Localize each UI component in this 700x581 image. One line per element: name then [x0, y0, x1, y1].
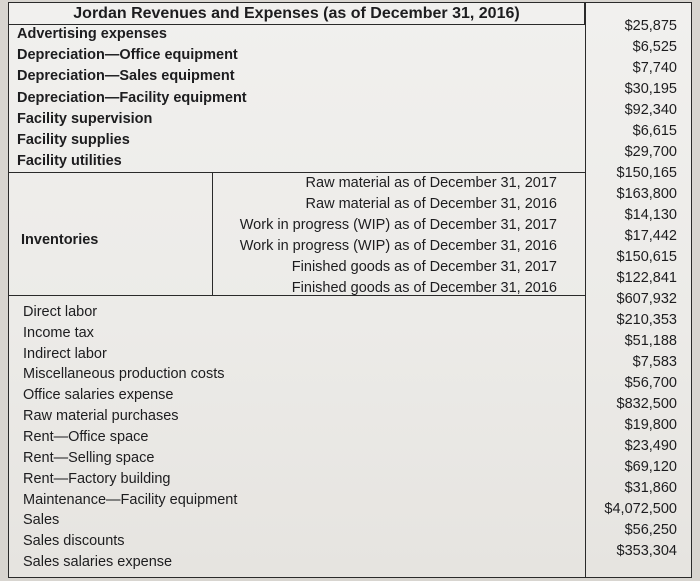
- row-amount: $31,860: [624, 480, 677, 496]
- row-amount: $56,700: [624, 375, 677, 391]
- row-amount: $7,740: [632, 60, 677, 76]
- inventories-label: Inventories: [21, 232, 99, 248]
- row-label: Sales discounts: [23, 533, 125, 549]
- row-amount: $19,800: [624, 417, 677, 433]
- table-title: Jordan Revenues and Expenses (as of December 31, 2016): [9, 3, 585, 25]
- inventory-amount: $17,442: [624, 228, 677, 244]
- row-amount: $51,188: [624, 333, 677, 349]
- row-amount: $353,304: [616, 543, 677, 559]
- row-amount: $30,195: [624, 81, 677, 97]
- inventory-item-label: Work in progress (WIP) as of December 31, 2016: [239, 238, 557, 254]
- row-label: Rent—Factory building: [23, 471, 171, 487]
- row-amount: $56,250: [624, 522, 677, 538]
- row-label: Office salaries expense: [23, 387, 174, 403]
- row-label: Depreciation—Sales equipment: [17, 68, 235, 84]
- section-divider: [9, 172, 585, 173]
- inventory-divider: [212, 172, 213, 296]
- row-label: Indirect labor: [23, 346, 107, 362]
- row-amount: $607,932: [616, 291, 677, 307]
- row-amount: $23,490: [624, 438, 677, 454]
- inventory-amount: $122,841: [616, 270, 677, 286]
- row-amount: $6,525: [632, 39, 677, 55]
- row-label: Facility supervision: [17, 111, 153, 127]
- row-label: Rent—Office space: [23, 429, 149, 445]
- revenue-expense-table: [8, 2, 692, 578]
- row-label: Raw material purchases: [23, 408, 179, 424]
- row-amount: $69,120: [624, 459, 677, 475]
- row-label: Direct labor: [23, 304, 98, 320]
- row-label: Rent—Selling space: [23, 450, 155, 466]
- row-label: Depreciation—Facility equipment: [17, 90, 247, 106]
- row-label: Miscellaneous production costs: [23, 366, 225, 382]
- inventory-item-label: Work in progress (WIP) as of December 31, 2017: [239, 217, 557, 233]
- row-label: Sales salaries expense: [23, 554, 173, 570]
- inventory-amount: $163,800: [616, 186, 677, 202]
- inventory-amount: $14,130: [624, 207, 677, 223]
- column-divider: [585, 3, 586, 577]
- row-amount: $7,583: [632, 354, 677, 370]
- row-amount: $25,875: [624, 18, 677, 34]
- inventory-amount: $150,615: [616, 249, 677, 265]
- row-label: Maintenance—Facility equipment: [23, 492, 238, 508]
- row-amount: $6,615: [632, 123, 677, 139]
- inventory-amount: $150,165: [616, 165, 677, 181]
- row-label: Advertising expenses: [17, 26, 167, 42]
- row-amount: $92,340: [624, 102, 677, 118]
- inventory-item-label: Raw material as of December 31, 2016: [305, 196, 557, 212]
- row-label: Facility supplies: [17, 132, 130, 148]
- inventory-item-label: Finished goods as of December 31, 2017: [291, 259, 557, 275]
- row-label: Facility utilities: [17, 153, 122, 169]
- row-label: Sales: [23, 512, 60, 528]
- inventory-item-label: Raw material as of December 31, 2017: [305, 175, 557, 191]
- row-amount: $4,072,500: [604, 501, 677, 517]
- row-amount: $210,353: [616, 312, 677, 328]
- row-label: Income tax: [23, 325, 94, 341]
- row-amount: $832,500: [616, 396, 677, 412]
- inventory-item-label: Finished goods as of December 31, 2016: [291, 280, 557, 296]
- row-amount: $29,700: [624, 144, 677, 160]
- row-label: Depreciation—Office equipment: [17, 47, 238, 63]
